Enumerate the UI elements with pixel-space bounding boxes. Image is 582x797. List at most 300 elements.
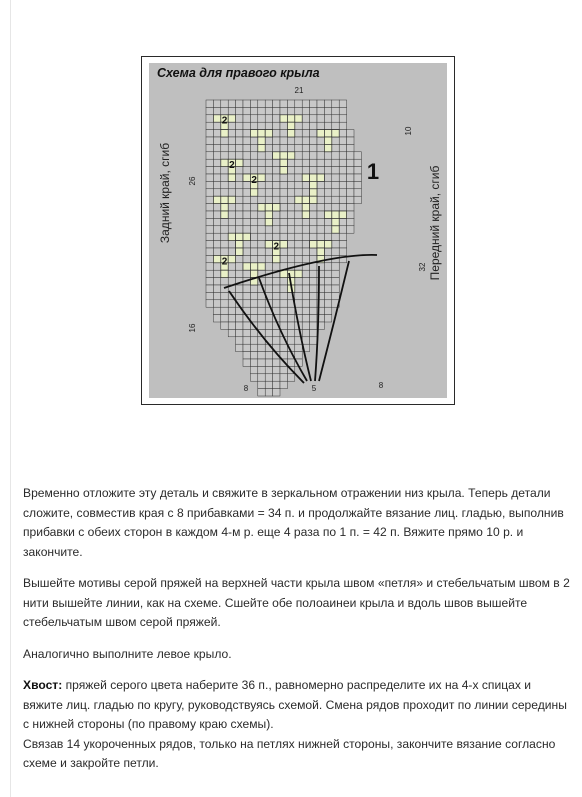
motif-cell [221, 270, 228, 277]
grid-cell [250, 255, 257, 262]
grid-cell [228, 211, 235, 218]
label-left-rows: 26 [188, 176, 197, 186]
grid-cell [258, 374, 265, 381]
motif-cell [295, 270, 302, 277]
grid-cell [339, 174, 346, 181]
grid-cell [302, 181, 309, 188]
grid-cell [265, 181, 272, 188]
grid-cell [295, 352, 302, 359]
grid-cell [228, 329, 235, 336]
label-bottom-right: 8 [378, 381, 384, 390]
grid-cell [324, 307, 331, 314]
grid-cell [206, 233, 213, 240]
grid-cell [295, 181, 302, 188]
grid-cell [317, 144, 324, 151]
grid-cell [243, 115, 250, 122]
motif-cell [265, 130, 272, 137]
motif-cell [310, 189, 317, 196]
grid-cell [310, 248, 317, 255]
grid-cell [258, 255, 265, 262]
grid-cell [273, 159, 280, 166]
grid-cell [310, 167, 317, 174]
grid-cell [273, 389, 280, 396]
grid-cell [280, 285, 287, 292]
grid-cell [258, 366, 265, 373]
grid-cell [280, 255, 287, 262]
grid-cell [265, 122, 272, 129]
grid-cell [324, 181, 331, 188]
grid-cell [324, 100, 331, 107]
grid-cell [243, 137, 250, 144]
grid-cell [332, 233, 339, 240]
grid-cell [332, 122, 339, 129]
motif-cell [332, 218, 339, 225]
grid-cell [206, 159, 213, 166]
grid-cell [280, 144, 287, 151]
grid-cell [236, 322, 243, 329]
grid-cell [273, 337, 280, 344]
grid-cell [273, 285, 280, 292]
grid-cell [324, 196, 331, 203]
grid-cell [265, 329, 272, 336]
grid-cell [265, 226, 272, 233]
grid-cell [302, 100, 309, 107]
grid-cell [339, 122, 346, 129]
grid-cell [287, 337, 294, 344]
grid-cell [258, 167, 265, 174]
grid-cell [332, 241, 339, 248]
motif-cell [273, 255, 280, 262]
grid-cell [265, 137, 272, 144]
grid-cell [213, 100, 220, 107]
grid-cell [280, 189, 287, 196]
motif-cell [280, 167, 287, 174]
grid-cell [250, 300, 257, 307]
grid-cell [339, 100, 346, 107]
motif-cell [273, 152, 280, 159]
grid-cell [287, 100, 294, 107]
grid-cell [250, 167, 257, 174]
grid-cell [317, 204, 324, 211]
grid-cell [324, 152, 331, 159]
grid-cell [236, 181, 243, 188]
motif-cell [236, 248, 243, 255]
grid-cell [213, 137, 220, 144]
grid-cell [280, 300, 287, 307]
grid-cell [228, 322, 235, 329]
grid-cell [228, 218, 235, 225]
grid-cell [236, 196, 243, 203]
grid-cell [228, 122, 235, 129]
grid-cell [265, 255, 272, 262]
grid-cell [287, 315, 294, 322]
grid-cell [206, 189, 213, 196]
motif-cell [258, 263, 265, 270]
grid-cell [265, 374, 272, 381]
grid-cell [273, 211, 280, 218]
grid-cell [213, 159, 220, 166]
grid-cell [339, 130, 346, 137]
grid-cell [250, 241, 257, 248]
grid-cell [310, 300, 317, 307]
grid-cell [310, 211, 317, 218]
grid-cell [265, 196, 272, 203]
grid-cell [250, 196, 257, 203]
grid-cell [324, 263, 331, 270]
grid-cell [310, 204, 317, 211]
grid-cell [347, 159, 354, 166]
grid-cell [236, 189, 243, 196]
motif-cell [228, 115, 235, 122]
motif-cell [302, 196, 309, 203]
grid-cell [280, 137, 287, 144]
grid-cell [236, 167, 243, 174]
grid-cell [213, 181, 220, 188]
grid-cell [273, 374, 280, 381]
grid-cell [258, 226, 265, 233]
motif-cell [317, 130, 324, 137]
grid-cell [243, 329, 250, 336]
left-edge-label: Задний край, сгиб [158, 142, 172, 244]
grid-cell [243, 359, 250, 366]
grid-cell [339, 204, 346, 211]
grid-cell [273, 226, 280, 233]
grid-cell [332, 204, 339, 211]
grid-cell [243, 218, 250, 225]
grid-cell [243, 322, 250, 329]
grid-cell [221, 218, 228, 225]
grid-cell [213, 233, 220, 240]
grid-cell [310, 218, 317, 225]
grid-cell [295, 233, 302, 240]
grid-cell [302, 233, 309, 240]
grid-cell [265, 167, 272, 174]
grid-cell [332, 278, 339, 285]
grid-cell [206, 130, 213, 137]
grid-cell [258, 218, 265, 225]
grid-cell [273, 329, 280, 336]
grid-cell [302, 322, 309, 329]
grid-cell [258, 181, 265, 188]
grid-cell [236, 270, 243, 277]
grid-cell [250, 144, 257, 151]
grid-cell [250, 137, 257, 144]
grid-cell [295, 137, 302, 144]
label-top-right-rows: 10 [404, 126, 413, 136]
grid-cell [213, 285, 220, 292]
paragraph-tail [23, 676, 571, 735]
motif-cell [243, 174, 250, 181]
grid-cell [228, 152, 235, 159]
grid-cell [347, 137, 354, 144]
region-number: 1 [366, 159, 380, 184]
grid-cell [280, 204, 287, 211]
grid-cell [287, 359, 294, 366]
grid-cell [228, 263, 235, 270]
motif-cell [258, 144, 265, 151]
grid-cell [295, 144, 302, 151]
grid-cell [287, 322, 294, 329]
grid-cell [295, 241, 302, 248]
grid-cell [243, 107, 250, 114]
grid-cell [265, 263, 272, 270]
grid-cell [206, 226, 213, 233]
grid-cell [310, 144, 317, 151]
grid-cell [236, 329, 243, 336]
grid-cell [258, 359, 265, 366]
grid-cell [332, 248, 339, 255]
grid-cell [324, 233, 331, 240]
grid-cell [332, 115, 339, 122]
grid-cell [265, 352, 272, 359]
grid-cell [324, 122, 331, 129]
grid-cell [339, 137, 346, 144]
grid-cell [295, 122, 302, 129]
grid-cell [265, 100, 272, 107]
grid-cell [221, 241, 228, 248]
grid-cell [236, 292, 243, 299]
grid-cell [339, 144, 346, 151]
grid-cell [347, 181, 354, 188]
motif-cell [258, 130, 265, 137]
grid-cell [280, 218, 287, 225]
grid-cell [206, 152, 213, 159]
paragraph-embroidery: Вышейте мотивы серой пряжей на верхней части крыла швом «петля» и стебельчатым швом в 2 нити вышейте линии, как на схеме. Сшейте обе полоаинеи крыла и вдоль швов вышейте стебельчатым швом серой пряжей. [23, 576, 570, 629]
motif-cell [280, 152, 287, 159]
grid-cell [295, 174, 302, 181]
grid-cell [213, 218, 220, 225]
grid-cell [273, 233, 280, 240]
paragraph-wing-assembly: Временно отложите эту деталь и свяжите в зеркальном отражении низ крыла. Теперь детали сложите, совместив края с 8 прибавками = 34 п. и продолжайте вязание лиц. гладью, выполнив прибавки с обеих сторон в каждом 4-м р. еще 4 раза по 1 п. = 42 п. Вяжите прямо 10 р. и закончите. [23, 486, 564, 559]
grid-cell [221, 300, 228, 307]
grid-cell [258, 344, 265, 351]
grid-cell [310, 233, 317, 240]
grid-cell [221, 226, 228, 233]
grid-cell [295, 300, 302, 307]
grid-cell [332, 270, 339, 277]
grid-cell [295, 218, 302, 225]
motif-cell [332, 130, 339, 137]
grid-cell [273, 366, 280, 373]
grid-cell [310, 329, 317, 336]
grid-cell [273, 130, 280, 137]
grid-cell [287, 233, 294, 240]
grid-cell [273, 181, 280, 188]
motif-cell [221, 130, 228, 137]
grid-cell [295, 167, 302, 174]
grid-cell [287, 107, 294, 114]
grid-cell [221, 248, 228, 255]
grid-cell [221, 292, 228, 299]
grid-cell [273, 359, 280, 366]
motif-cell [213, 196, 220, 203]
motif-cell [265, 211, 272, 218]
motif-cell [250, 263, 257, 270]
grid-cell [302, 130, 309, 137]
grid-cell [228, 189, 235, 196]
grid-cell [273, 137, 280, 144]
motif-cell [295, 196, 302, 203]
grid-cell [354, 152, 361, 159]
grid-cell [258, 152, 265, 159]
grid-cell [250, 107, 257, 114]
grid-cell [258, 233, 265, 240]
grid-cell [280, 307, 287, 314]
grid-cell [258, 300, 265, 307]
grid-cell [206, 241, 213, 248]
motif-cell [317, 174, 324, 181]
motif-cell [317, 241, 324, 248]
grid-cell [347, 211, 354, 218]
grid-cell [243, 204, 250, 211]
grid-cell [243, 152, 250, 159]
paragraph-short-rows: Связав 14 укороченных рядов, только на петлях нижней стороны, закончите вязание согласно схеме и закройте петли. [23, 736, 556, 770]
grid-cell [258, 115, 265, 122]
grid-cell [221, 307, 228, 314]
grid-cell [228, 144, 235, 151]
tail-text: пряжей серого цвета наберите 36 п., равномерно распределите их на 4-х спицах и вяжите лиц. гладью по кругу, руководствуясь схемой. Смена рядов проходит по линии середины с нижней стороны (по правому краю схемы). [23, 678, 567, 731]
grid-cell [206, 167, 213, 174]
grid-cell [273, 263, 280, 270]
grid-cell [302, 115, 309, 122]
motif-cell [280, 241, 287, 248]
grid-cell [280, 196, 287, 203]
motif-cell [236, 233, 243, 240]
grid-cell [317, 107, 324, 114]
grid-cell [206, 285, 213, 292]
motif-cell [310, 196, 317, 203]
grid-cell [236, 130, 243, 137]
grid-cell [258, 315, 265, 322]
grid-cell [280, 278, 287, 285]
grid-cell [324, 248, 331, 255]
grid-cell [236, 218, 243, 225]
grid-cell [243, 181, 250, 188]
grid-cell [265, 144, 272, 151]
grid-cell [287, 189, 294, 196]
grid-cell [250, 292, 257, 299]
chart-figure [141, 56, 455, 405]
grid-cell [287, 196, 294, 203]
label-top-width: 21 [294, 86, 304, 95]
motif-cell [332, 211, 339, 218]
grid-cell [302, 329, 309, 336]
grid-cell [243, 100, 250, 107]
grid-cell [317, 233, 324, 240]
grid-cell [221, 174, 228, 181]
grid-cell [324, 159, 331, 166]
grid-cell [317, 218, 324, 225]
grid-cell [287, 226, 294, 233]
grid-cell [258, 322, 265, 329]
grid-cell [332, 292, 339, 299]
grid-cell [273, 107, 280, 114]
grid-cell [265, 315, 272, 322]
motif-cell [258, 137, 265, 144]
grid-cell [287, 211, 294, 218]
motif-cell [310, 241, 317, 248]
motif-cell [243, 233, 250, 240]
grid-cell [339, 189, 346, 196]
grid-cell [250, 218, 257, 225]
grid-cell [206, 218, 213, 225]
grid-cell [302, 337, 309, 344]
grid-cell [310, 270, 317, 277]
label-left-bottom-rows: 16 [188, 323, 197, 333]
grid-cell [310, 130, 317, 137]
grid-cell [243, 159, 250, 166]
grid-cell [295, 255, 302, 262]
grid-cell [265, 115, 272, 122]
grid-cell [280, 322, 287, 329]
grid-cell [295, 344, 302, 351]
grid-cell [287, 204, 294, 211]
grid-cell [295, 285, 302, 292]
grid-cell [258, 159, 265, 166]
grid-cell [317, 181, 324, 188]
motif-number: 2 [221, 115, 228, 127]
grid-cell [213, 226, 220, 233]
grid-cell [287, 218, 294, 225]
grid-cell [332, 152, 339, 159]
grid-cell [324, 174, 331, 181]
grid-cell [265, 233, 272, 240]
grid-cell [213, 130, 220, 137]
grid-cell [280, 107, 287, 114]
motif-cell [324, 137, 331, 144]
grid-cell [324, 189, 331, 196]
grid-cell [339, 167, 346, 174]
grid-cell [273, 292, 280, 299]
grid-cell [258, 211, 265, 218]
grid-cell [354, 189, 361, 196]
grid-cell [250, 204, 257, 211]
grid-cell [250, 307, 257, 314]
grid-cell [213, 152, 220, 159]
grid-cell [317, 137, 324, 144]
grid-cell [236, 107, 243, 114]
grid-cell [206, 174, 213, 181]
grid-cell [236, 174, 243, 181]
grid-cell [221, 181, 228, 188]
grid-cell [206, 181, 213, 188]
motif-number: 2 [229, 160, 235, 172]
grid-cell [324, 270, 331, 277]
grid-cell [258, 307, 265, 314]
grid-cell [324, 292, 331, 299]
motif-cell [265, 218, 272, 225]
grid-cell [295, 292, 302, 299]
label-bottom-left: 8 [243, 384, 249, 393]
grid-cell [236, 122, 243, 129]
grid-cell [310, 292, 317, 299]
grid-cell [310, 115, 317, 122]
grid-cell [310, 307, 317, 314]
grid-cell [295, 159, 302, 166]
grid-cell [302, 315, 309, 322]
grid-cell [295, 226, 302, 233]
grid-cell [347, 218, 354, 225]
grid-cell [236, 226, 243, 233]
grid-cell [236, 337, 243, 344]
grid-cell [213, 122, 220, 129]
grid-cell [339, 152, 346, 159]
grid-cell [280, 233, 287, 240]
grid-cell [347, 144, 354, 151]
grid-cell [228, 100, 235, 107]
grid-cell [347, 130, 354, 137]
grid-cell [317, 152, 324, 159]
